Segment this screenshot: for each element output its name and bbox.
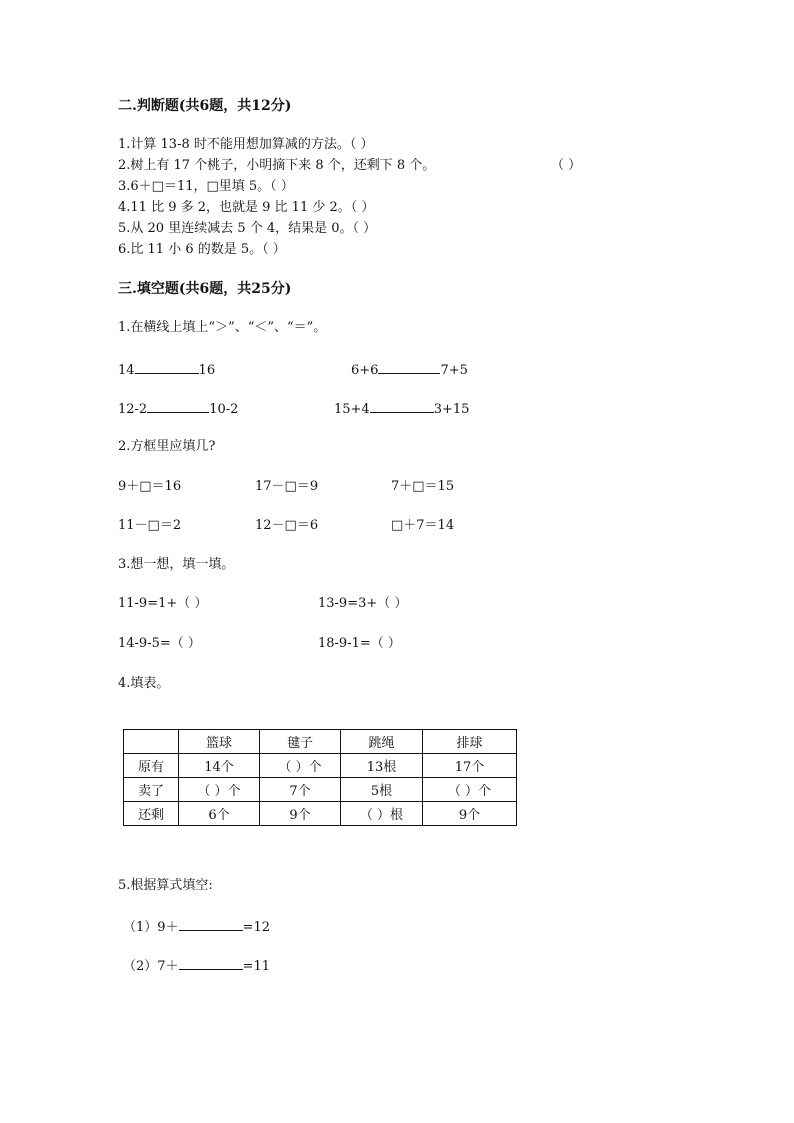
judge-item-1: 1.计算 13-8 时不能用想加算减的方法。（ ） <box>118 137 374 152</box>
table-header-cell: 跳绳 <box>341 730 423 754</box>
table-cell: 7个 <box>260 778 341 802</box>
compare-blank[interactable] <box>147 400 209 413</box>
compare-blank[interactable] <box>378 361 440 374</box>
formula-item <box>123 957 270 975</box>
table-header-row <box>124 730 517 754</box>
formula-suffix: =11 <box>242 959 270 974</box>
formula-suffix: =12 <box>242 920 270 935</box>
think-equation: 11-9=1+（ ） <box>118 596 208 611</box>
table-cell: 17个 <box>423 754 517 778</box>
think-equation: 14-9-5=（ ） <box>118 636 201 651</box>
compare-blank[interactable] <box>135 361 199 374</box>
think-equation: 18-9-1=（ ） <box>318 636 401 651</box>
judge-item-3: 3.6＋□＝11，□里填 5。（ ） <box>118 179 294 194</box>
formula-blank[interactable] <box>179 957 243 970</box>
table-cell-blank[interactable]: （ ）个 <box>260 754 341 778</box>
compare-item <box>118 400 238 418</box>
judge-item-5: 5.从 20 里连续减去 5 个 4，结果是 0。（ ） <box>118 221 377 236</box>
compare-item <box>334 400 469 418</box>
compare-item <box>351 361 468 379</box>
table-cell-blank[interactable]: （ ）个 <box>423 778 517 802</box>
compare-blank[interactable] <box>370 400 434 413</box>
table-cell: 9个 <box>260 802 341 826</box>
compare-item <box>118 361 215 379</box>
table-cell: 13根 <box>341 754 423 778</box>
compare-right: 10-2 <box>209 402 239 417</box>
formula-item <box>123 918 270 936</box>
compare-right: 16 <box>198 363 216 378</box>
table-row <box>124 754 517 778</box>
compare-right: 7+5 <box>440 363 468 378</box>
fill-table <box>123 729 517 826</box>
compare-left: 14 <box>118 363 135 378</box>
box-equation: 9＋□＝16 <box>118 479 182 494</box>
table-cell-blank[interactable]: （ ）个 <box>179 778 260 802</box>
q5-prompt: 5.根据算式填空: <box>118 878 213 893</box>
section-3-title: 三.填空题(共6题，共25分) <box>118 281 292 297</box>
table-cell: 6个 <box>179 802 260 826</box>
table-cell-blank[interactable]: （ ）根 <box>341 802 423 826</box>
table-row-label: 卖了 <box>124 778 179 802</box>
compare-right: 3+15 <box>433 402 470 417</box>
table-header-cell: 排球 <box>423 730 517 754</box>
table-row <box>124 778 517 802</box>
formula-blank[interactable] <box>179 918 243 931</box>
box-equation: 11－□＝2 <box>118 518 182 533</box>
q2-prompt: 2.方框里应填几? <box>118 439 216 454</box>
section-2-title: 二.判断题(共6题，共12分) <box>118 98 292 114</box>
compare-left: 6+6 <box>351 363 379 378</box>
compare-left: 15+4 <box>334 402 370 417</box>
formula-prefix: （2）7＋ <box>123 959 179 974</box>
judge-item-2-paren[interactable]: （ ） <box>551 158 582 173</box>
judge-item-2: 2.树上有 17 个桃子，小明摘下来 8 个，还剩下 8 个。 <box>118 158 436 173</box>
compare-left: 12-2 <box>118 402 148 417</box>
table-cell: 5根 <box>341 778 423 802</box>
judge-item-6: 6.比 11 小 6 的数是 5。（ ） <box>118 242 286 257</box>
table-cell: 14个 <box>179 754 260 778</box>
table-header-cell: 毽子 <box>260 730 341 754</box>
table-header-cell: 篮球 <box>179 730 260 754</box>
box-equation: 7＋□＝15 <box>391 479 455 494</box>
box-equation: □＋7＝14 <box>391 518 455 533</box>
table-row <box>124 802 517 826</box>
q4-prompt: 4.填表。 <box>118 676 170 691</box>
table-cell: 9个 <box>423 802 517 826</box>
box-equation: 12－□＝6 <box>255 518 319 533</box>
think-equation: 13-9=3+（ ） <box>318 596 408 611</box>
formula-prefix: （1）9＋ <box>123 920 179 935</box>
judge-item-4: 4.11 比 9 多 2，也就是 9 比 11 少 2。（ ） <box>118 200 375 215</box>
table-row-label: 还剩 <box>124 802 179 826</box>
table-header-cell <box>124 730 179 754</box>
q1-prompt: 1.在横线上填上“＞”、“＜”、“＝”。 <box>118 320 327 335</box>
q3-prompt: 3.想一想，填一填。 <box>118 557 235 572</box>
box-equation: 17－□＝9 <box>255 479 319 494</box>
table-row-label: 原有 <box>124 754 179 778</box>
